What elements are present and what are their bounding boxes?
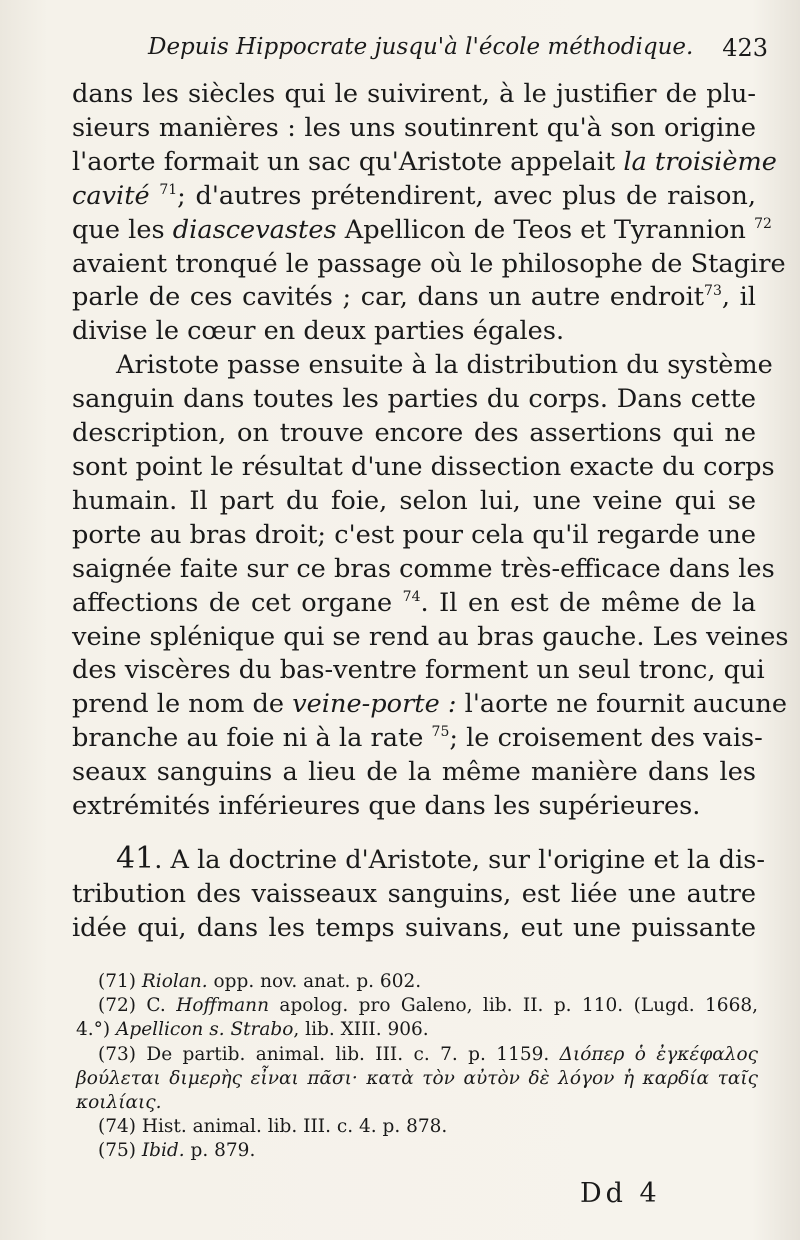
footnote-ref: 73: [704, 283, 722, 300]
section-number: 41: [116, 840, 155, 876]
footnote-ref: 75: [431, 724, 450, 741]
main-text: [72, 78, 789, 946]
text-line: humain. Il part du foie, selon lui, une veine qui se: [72, 485, 756, 516]
text-line: cavité $^{71}$; d'autres prétendirent, avec plus de raison,: [72, 180, 757, 211]
footnote-73-greek: βούλεται διμερὴς εἶναι πᾶσι· κατὰ τὸν αὐτὸν δὲ λόγον ἡ καρδία ταῖς: [76, 1067, 758, 1089]
footnote-ref: 71: [159, 181, 178, 198]
text-line: seaux sanguins a lieu de la même manière dans les: [72, 757, 756, 788]
paragraph-continuation: [72, 78, 786, 349]
text-line: parle de ces cavités ; car, dans un autre endroit$^{73}$, il: [72, 282, 756, 313]
text-line: branche au foie ni à la rate $^{75}$; le croisement des vais-: [72, 723, 763, 754]
text-line: idée qui, dans les temps suivans, eut une puissante: [72, 912, 756, 943]
footnote-72-cont: 4.°) Apellicon s. Strabo, lib. XIII. 906.: [76, 1019, 429, 1041]
text-line: saignée faite sur ce bras comme très-efficace dans les: [72, 553, 775, 584]
text-line: description, on trouve encore des assertions qui ne: [72, 418, 756, 449]
text-line: veine splénique qui se rend au bras gauche. Les veines: [72, 621, 789, 652]
running-title: Depuis Hippocrate jusqu'à l'école méthodique.: [148, 34, 694, 60]
text-line: dans les siècles qui le suivirent, à le justifier de plu-: [72, 79, 756, 109]
footnote-ref: 72: [754, 215, 772, 232]
footnote-74: (74) Hist. animal. lib. III. c. 4. p. 878.: [98, 1116, 448, 1138]
italic-term: veine-porte :: [292, 689, 457, 720]
page-number: 423: [722, 34, 768, 62]
text-line: tribution des vaisseaux sanguins, est liée une autre: [72, 878, 756, 909]
text-line: que les diascevastes Apellicon de Teos et Tyrannion $^{72}$: [72, 214, 772, 245]
signature-mark: Dd 4: [580, 1178, 661, 1209]
text-line: extrémités inférieures que dans les supérieures.: [72, 791, 701, 822]
text-line: avaient tronqué le passage où le philosophe de Stagire: [72, 248, 786, 279]
text-line: affections de cet organe $^{74}$. Il en est de même de la: [72, 587, 756, 618]
footnotes: [76, 970, 759, 1164]
text-line: sont point le résultat d'une dissection exacte du corps: [72, 451, 775, 482]
italic-term: la troisième: [623, 146, 777, 177]
footnote-ref: 74: [402, 588, 421, 605]
footnote-75: (75) Ibid. p. 879.: [98, 1140, 256, 1162]
section-41: [72, 840, 765, 946]
text-line: des viscères du bas-ventre forment un seul tronc, qui: [72, 655, 765, 686]
text-line: Aristote passe ensuite à la distribution du système: [116, 350, 773, 381]
paragraph: [72, 349, 789, 824]
text-line: prend le nom de veine-porte : l'aorte ne fournit aucune: [72, 689, 787, 720]
footnote-73: (73) De partib. animal. lib. III. c. 7. p. 1159. Διόπερ ὁ ἐγκέφαλος: [98, 1043, 759, 1065]
footnote-73-greek-end: κοιλίαις.: [76, 1092, 162, 1114]
running-header: [148, 34, 768, 70]
footnote-71: (71) Riolan. opp. nov. anat. p. 602.: [98, 971, 422, 992]
italic-term: diascevastes: [172, 214, 337, 245]
footnote-72: (72) C. Hoffmann apolog. pro Galeno, lib. II. p. 110. (Lugd. 1668,: [98, 995, 758, 1017]
text-line: sieurs manières : les uns soutinrent qu'à son origine: [72, 112, 756, 143]
text-line: 41. A la doctrine d'Aristote, sur l'origine et la dis-: [116, 840, 765, 876]
text-line: l'aorte formait un sac qu'Aristote appelait la troisième: [72, 146, 777, 177]
text-line: divise le cœur en deux parties égales.: [72, 316, 565, 347]
text-line: porte au bras droit; c'est pour cela qu'il regarde une: [72, 519, 756, 550]
text-line: sanguin dans toutes les parties du corps. Dans cette: [72, 384, 756, 415]
